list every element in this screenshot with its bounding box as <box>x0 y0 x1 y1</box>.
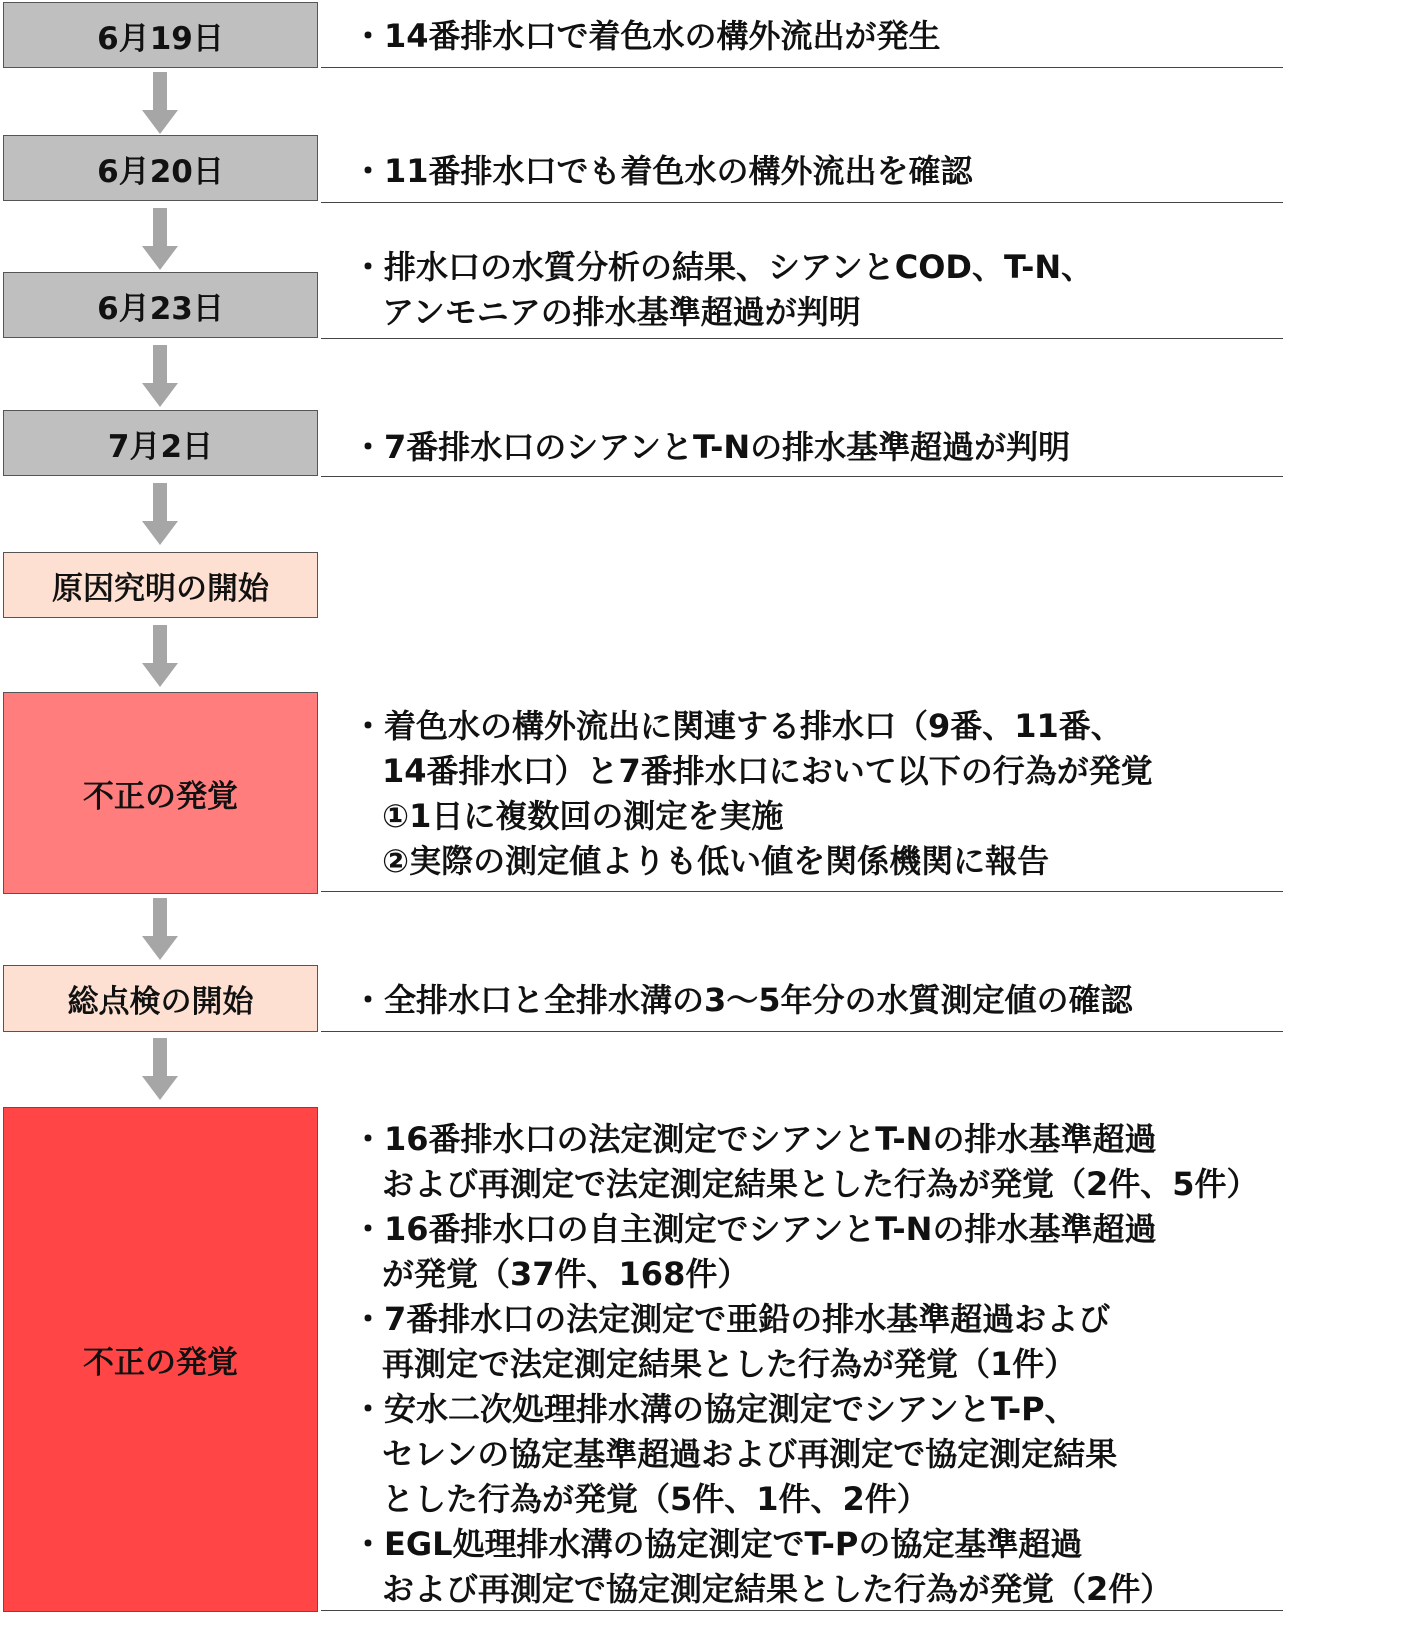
note-line: 14番排水口）と7番排水口において以下の行為が発覚 <box>382 752 1153 790</box>
step-box-misconduct-found <box>3 1107 318 1612</box>
step-note <box>352 425 1402 470</box>
note-line: ・16番排水口の法定測定でシアンとT-Nの排水基準超過 <box>352 1120 1157 1158</box>
down-arrow-icon <box>142 72 178 134</box>
step-label: 総点検の開始 <box>67 984 254 1020</box>
step-box-date <box>3 135 318 201</box>
note-line: ・安水二次処理排水溝の協定測定でシアンとT-P、 <box>352 1390 1077 1428</box>
step-note <box>352 14 1402 59</box>
down-arrow-icon <box>142 208 178 270</box>
note-line: とした行為が発覚（5件、1件、2件） <box>382 1480 929 1518</box>
note-line: ・EGL処理排水溝の協定測定でT-Pの協定基準超過 <box>352 1525 1083 1563</box>
divider <box>321 891 1283 892</box>
note-line: アンモニアの排水基準超過が判明 <box>382 293 861 331</box>
step-label: 6月20日 <box>97 153 224 190</box>
note-line: ・16番排水口の自主測定でシアンとT-Nの排水基準超過 <box>352 1210 1157 1248</box>
note-line: ・全排水口と全排水溝の3～5年分の水質測定値の確認 <box>352 981 1133 1019</box>
step-note <box>352 245 1402 335</box>
step-note <box>352 978 1402 1023</box>
divider <box>321 202 1283 203</box>
note-line: ・14番排水口で着色水の構外流出が発生 <box>352 17 941 55</box>
note-line: ②実際の測定値よりも低い値を関係機関に報告 <box>382 842 1050 880</box>
step-label: 6月19日 <box>97 20 224 57</box>
step-label: 原因究明の開始 <box>52 570 269 607</box>
note-line: ・11番排水口でも着色水の構外流出を確認 <box>352 152 973 190</box>
note-line: ・7番排水口のシアンとT-Nの排水基準超過が判明 <box>352 428 1071 466</box>
step-box-date <box>3 2 318 68</box>
step-note <box>352 704 1402 884</box>
step-label: 6月23日 <box>97 290 224 327</box>
down-arrow-icon <box>142 625 178 687</box>
note-line: ①1日に複数回の測定を実施 <box>382 797 784 835</box>
step-label: 不正の発覚 <box>83 1345 238 1381</box>
down-arrow-icon <box>142 1038 178 1100</box>
down-arrow-icon <box>142 345 178 407</box>
note-line: および再測定で法定測定結果とした行為が発覚（2件、5件） <box>382 1165 1259 1203</box>
note-line: および再測定で協定測定結果とした行為が発覚（2件） <box>382 1570 1173 1608</box>
note-line: ・排水口の水質分析の結果、シアンとCOD、T-N、 <box>352 248 1094 286</box>
step-label: 不正の発覚 <box>83 778 238 815</box>
down-arrow-icon <box>142 483 178 545</box>
step-box-inspection-start <box>3 965 318 1032</box>
divider <box>321 1031 1283 1032</box>
step-box-date <box>3 410 318 476</box>
note-line: ・着色水の構外流出に関連する排水口（9番、11番、 <box>352 707 1123 745</box>
divider <box>321 338 1283 339</box>
note-line: セレンの協定基準超過および再測定で協定測定結果 <box>382 1435 1118 1473</box>
step-note <box>352 149 1402 194</box>
step-box-misconduct-found <box>3 692 318 894</box>
note-line: が発覚（37件、168件） <box>382 1255 750 1293</box>
down-arrow-icon <box>142 898 178 960</box>
step-box-investigation-start <box>3 552 318 618</box>
note-line: ・7番排水口の法定測定で亜鉛の排水基準超過および <box>352 1300 1111 1338</box>
divider <box>321 67 1283 68</box>
step-label: 7月2日 <box>107 428 214 465</box>
note-line: 再測定で法定測定結果とした行為が発覚（1件） <box>382 1345 1077 1383</box>
divider <box>321 476 1283 477</box>
step-note <box>352 1117 1402 1612</box>
step-box-date <box>3 272 318 338</box>
